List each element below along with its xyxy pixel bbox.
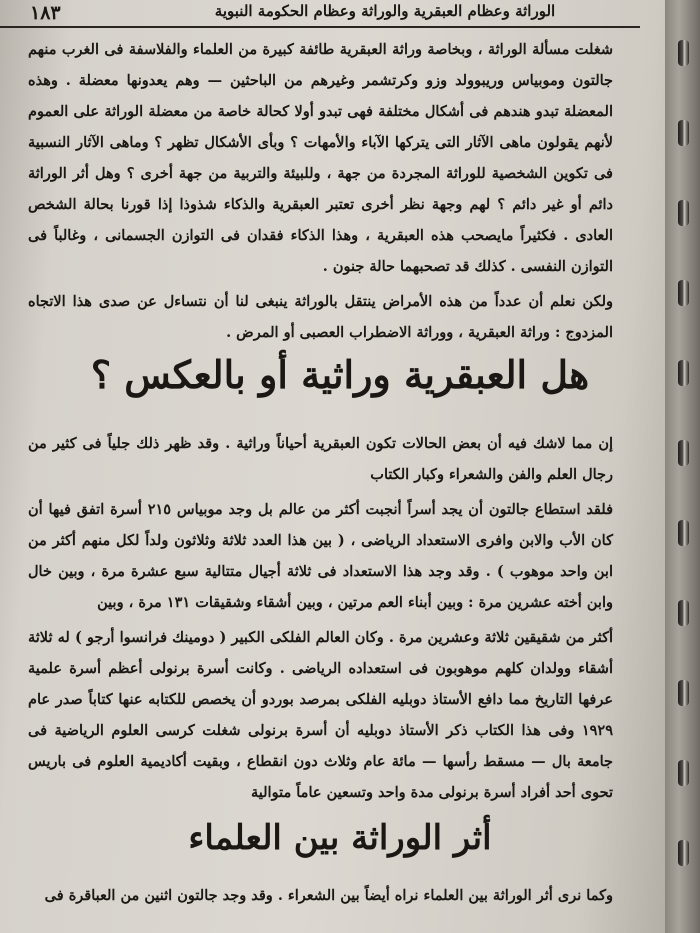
binding-ring — [678, 120, 689, 146]
page-header — [0, 0, 640, 28]
paragraph-5: أكثر من شقيقين ثلاثة وعشرين مرة . وكان العالم الفلكى الكبير ( دومينك فرانسوا أرجو ) له ثلاثة أشقاء وولدان كلهم موهوبون فى استعداده الرياضى . وكانت أسرة برنولى أعظم أسرة علمية عرفها التاريخ مما دافع الأستاذ دوبليه الفلكى بمرصد بوردو أن يخصص للكتابه عنها كتاباً صدر عام ١٩٢٩ وفى هذا الكتاب ذكر الأستاذ دوبليه أن أسرة برنولى شغلت كرسى العلوم الرياضية فى جامعة بال — مسقط رأسها — مائة عام وثلاث دون انقطاع ، وبقيت أكاديمية العلوم فى باريس تحوى أحد أفراد أسرة برنولى مدة واحد وتسعين عاماً متوالية — [28, 629, 613, 801]
section-heading-heredity-scientists: أثر الوراثة بين العلماء — [188, 818, 492, 858]
binding-ring — [678, 600, 689, 626]
paragraph-1: شغلت مسألة الوراثة ، وبخاصة وراثة العبقرية طائفة كبيرة من العلماء والفلاسفة فى الغرب منهم جالتون وموبياس وريبوولد وزو وكرتشمر وغيرهم من الباحثين — وهم يعدونها معضلة . وهذه المعضلة تبدو هندهم فى أشكال مختلفة فهى تبدو أولا كحالة خاصة من معضلة الوراثة على العموم لأنهم يقولون ماهى الآثار التى يتركها الآباء والأمهات ؟ وبأى الأشكال تظهر ؟ وماهى الآثار النسبية فى تكوين الشخصية للوراثة المجردة من جهة ، وللبيئة والتربية من جهة أخرى ؟ وهل أثر الوراثة دائم أو غير دائم ؟ لهم وجهة نظر أخرى تعتبر العبقرية والذكاء شذوذا إذا قورنا بحالة الشخص العادى . فكثيراً مايصحب هذه العبقرية ، وهذا الذكاء فقدان فى التوازن الجسمانى ، وغالباً فى التوازن النفسى . كذلك قد تصحبهما حالة جنون . — [28, 41, 613, 275]
binding-ring — [678, 840, 689, 866]
binding-ring — [678, 200, 689, 226]
binding-ring — [678, 440, 689, 466]
binding-ring — [678, 280, 689, 306]
section-heading-heredity-genius: هل العبقرية وراثية أو بالعكس ؟ — [90, 352, 590, 397]
binding-ring — [678, 360, 689, 386]
paragraph-6: وكما نرى أثر الوراثة بين العلماء نراه أيضاً بين الشعراء . وقد وجد جالتون اثنين من العباقرة فى — [44, 887, 613, 904]
binding-ring — [678, 760, 689, 786]
binding-ring — [678, 520, 689, 546]
running-head: الوراثة وعظام العبقرية والوراثة وعظام الحكومة النبوية — [214, 2, 556, 20]
binding-ring — [678, 680, 689, 706]
paragraph-2: ولكن نعلم أن عدداً من هذه الأمراض ينتقل بالوراثة ينبغى لنا أن نتساءل عن صدى هذا الاتجاه المزدوج : وراثة العبقرية ، ووراثة الاضطراب العصبى أو المرض . — [28, 293, 613, 341]
binding-ring — [678, 40, 689, 66]
paragraph-4: فلقد استطاع جالتون أن يجد أسراً أنجبت أكثر من عالم بل وجد موبياس ٢١٥ أسرة اتفق فيها أن كان الأب والابن وافرى الاستعداد الرياضى ، ( بين هذا العدد ثلاثة وثلاثون ولداً لكل منهم أكثر من ابن واحد موهوب ) . وقد وجد هذا الاستعداد فى ثلاثة أجيال متتالية سبع عشرة مرة ، وبين خال وابن أخته عشرين مرة : وبين أبناء العم مرتين ، وبين أشقاء وشقيقات ١٣١ مرة ، وبين — [28, 501, 613, 611]
paragraph-3: إن مما لاشك فيه أن بعض الحالات تكون العبقرية أحياناً وراثية . وقد ظهر ذلك جلياً فى كثير من رجال العلم والفن والشعراء وكبار الكتاب — [28, 435, 613, 483]
page-number: ١٨٣ — [30, 2, 61, 24]
